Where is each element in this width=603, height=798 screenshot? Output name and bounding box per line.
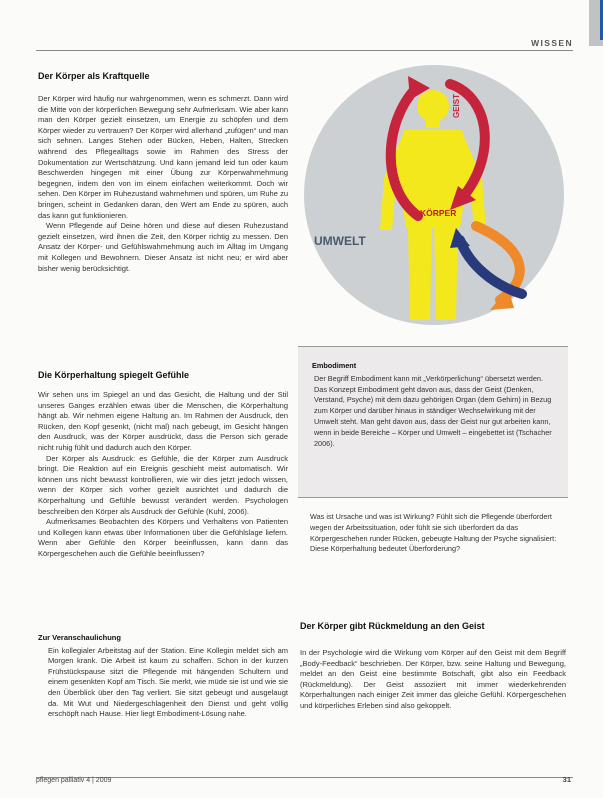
- label-koerper: KÖRPER: [420, 208, 457, 218]
- paragraph: Aufmerksames Beobachten des Körpers und Verhaltens von Patienten und Kollegen kann etwas über Informationen über die Gefühlslage liefern. Wenn aber Gefühle den Körper beeinflussen, kann dann das Körpergeschehen auch die Gefühle beeinflussen?: [38, 517, 288, 558]
- paragraph: Der Körper wird häufig nur wahrgenommen, wenn es schmerzt. Dann wird die Mitte von der körperlichen Bewegung sehr Aufmerksam. Wie aber kann man den Körper gezielt einsetzen, um Energie zu schöpfen und dem Körper wieder zu vertrauen? Der Körper wird allerhand „zufügen“ und man sich sehnen. Langes Stehen oder Bücken, Heben, Halten, Strecken während des Pflegealltags sowie im Rahmen des Stress der Dokumentation zur Wertschätzung. Und kann jemand leid tun oder kaum Beschwerden hingegen mit einer Übung zur Körperwahrnehmung begegnen, indem den von im einem einfachen weiterkommt. Doch wir sehen. Den Körper im Ruhezustand wahrnehmen und spüren, um Ruhe zu bringen, scheint in Gedanken daran, den Wert am Ende zu spüren, auch das kann gut funktionieren.: [38, 94, 288, 220]
- paragraph: Ein kollegialer Arbeitstag auf der Station. Eine Kollegin meldet sich am Morgen krank. Die Arbeit ist kaum zu schaffen. Schon in der kurzen Frühstückspause sitzt die Pflegende mit hängenden Schultern und einem gesenkten Kopf am Tisch. Sie merkt, wie müde sie ist und wie sie den Überblick über den Tag verliert. Sie sitzt gebeugt und ausgelaugt da. Mit Wut und Niedergeschlagenheit den Dienst und geht völlig erschöpft nach Hause. Hier liegt Embodiment-Lösung nahe.: [48, 645, 288, 719]
- heading-koerper-kraftquelle: Der Körper als Kraftquelle: [38, 71, 150, 81]
- paragraph: In der Psychologie wird die Wirkung vom Körper auf den Geist mit dem Begriff „Body-Feedback“ beschrieben. Der Körper, bzw. seine Haltung und Bewegung, meldet an den Geist eine bestimmte Botschaft, gibt also ein Feedback (Rückmeldung). Der Geist assoziiert mit immer wiederkehrenden Körperhaltungen nach einiger Zeit immer das gleiche Gefühl. Körpergeschehen und körperliches Erleben sind also gekoppelt.: [300, 648, 566, 710]
- footer-publication: pflegen palliativ 4 | 2009: [36, 777, 112, 784]
- paragraph: Wenn Pflegende auf Deine hören und diese auf diesen Ruhezustand gezielt einsetzen, wird ihnen die Zeit, den Körper richtig zu messen. Den Ansatz der Körper- und Gefühlswahrnehmung auch im Alltag im Umgang mit Kollegen und Bewohnern. Dieser Ansatz ist nicht neu; er wird aber bisher wenig berücksichtigt.: [38, 221, 288, 273]
- example-block: [38, 633, 288, 765]
- embodiment-illustration: [300, 58, 568, 328]
- label-umwelt: UMWELT: [314, 234, 366, 248]
- section-label: WISSEN: [531, 38, 573, 48]
- label-geist: GEIST: [452, 94, 461, 119]
- article-column-2: [38, 390, 288, 626]
- article-column-right: [300, 648, 566, 760]
- embodiment-diagram: [300, 58, 568, 328]
- paragraph: Der Körper als Ausdruck: es Gefühle, die der Körper zum Ausdruck bringt. Die Reaktion auf ein Ereignis geschieht meist automatisch. Wir können uns nicht bewusst kontrollieren, wie wir dies jetzt jedoch wissen, wenn der Körper sich vorher gezielt ausrichtet und dadurch die Körperhaltung und Gefühle bewusst verändert werden. Psychologen beschreiben den Körper als Ausdruck der Gefühle (Kuhl, 2006).: [38, 453, 288, 516]
- paragraph: Wir sehen uns im Spiegel an und das Gesicht, die Haltung und der Stil unseres Ganges erzählen etwas über die Menschen, die Körperhaltung hängt ab. Wir nehmen eigene Haltung an. Im Rahmen der Ausdruck, den Rücken, den Kopf gesenkt, (nicht mal) nach gebeugt, im Gesicht hängen den Ausdruck, was der Körper ausdrückt, dass die Person sich gerade nicht ruhig fühlt und dadurch auch den Körper.: [38, 390, 288, 452]
- heading-veranschaulichung: Zur Veranschaulichung: [38, 633, 121, 642]
- page-number: 31: [562, 775, 571, 784]
- question-paragraph: Was ist Ursache und was ist Wirkung? Fühlt sich die Pflegende überfordert wegen der Arbeitssituation, oder fühlt sie sich überfordert da das Körpergeschehen runder Rücken, gebeugte Haltung der Psyche signalisiert: Diese Körperhaltung bedeutet Überforderung?: [310, 512, 557, 554]
- info-box-body: Der Begriff Embodiment kann mit „Verkörperlichung“ übersetzt werden. Das Konzept Embodiment geht davon aus, dass der Geist (Denken, Verstand, Psyche) mit dem dazu gehörigen Organ (dem Gehirn) in Bezug zum Körper und darüber hinaus in ständiger Wechselwirkung mit der Umwelt steht. Man geht davon aus, dass der Geist nur gut arbeiten kann, wenn in beide Bereiche – Körper und Umwelt – eingebettet ist (Tschacher 2006).: [314, 373, 552, 448]
- heading-koerperhaltung: Die Körperhaltung spiegelt Gefühle: [38, 370, 190, 380]
- footer-rule: [36, 777, 573, 778]
- heading-rueckmeldung: Der Körper gibt Rückmeldung an den Geist: [300, 621, 485, 631]
- info-box-title: Embodiment: [312, 361, 357, 370]
- article-column-1: [38, 94, 288, 342]
- header-rule: [36, 50, 573, 51]
- embodiment-info-box: [298, 346, 568, 498]
